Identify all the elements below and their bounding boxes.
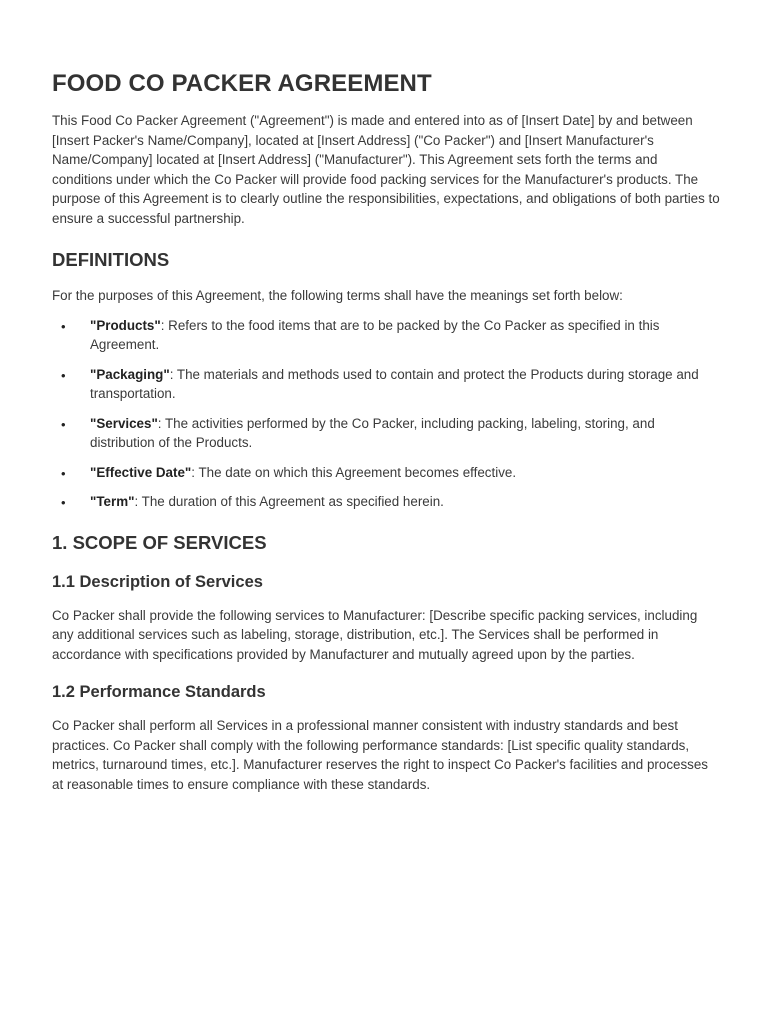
list-item — [52, 414, 720, 453]
definition-text: : The date on which this Agreement becomes effective. — [191, 464, 517, 480]
bullet-icon: • — [61, 416, 66, 432]
document-page — [52, 70, 720, 794]
definitions-lead: For the purposes of this Agreement, the following terms shall have the meanings set forth below: — [52, 288, 623, 303]
definition-term: "Packaging" — [90, 366, 170, 382]
definition-text: : Refers to the food items that are to be packed by the Co Packer as specified in this Agreement. — [90, 317, 660, 352]
bullet-icon: • — [61, 367, 66, 383]
definition-text: : The materials and methods used to contain and protect the Products during storage and transportation. — [90, 366, 699, 401]
performance-paragraph: Co Packer shall perform all Services in a professional manner consistent with industry standards and best practices. Co Packer shall comply with the following performance standards: [List specific quality standards, metrics, turnaround times, etc.]. Manufacturer reserves the right to inspect Co Packer's facilities and processes at reasonable times to ensure compliance with these standards. — [52, 718, 708, 792]
list-item — [52, 316, 720, 355]
definition-text: : The duration of this Agreement as specified herein. — [134, 494, 444, 509]
document-title: FOOD CO PACKER AGREEMENT — [52, 70, 432, 97]
scope-heading: 1. SCOPE OF SERVICES — [52, 531, 267, 553]
list-item — [52, 492, 720, 512]
list-item — [52, 463, 720, 483]
definition-term: "Effective Date" — [90, 464, 192, 480]
description-heading: 1.1 Description of Services — [52, 572, 263, 591]
list-item — [52, 365, 720, 404]
performance-heading: 1.2 Performance Standards — [52, 683, 266, 701]
bullet-icon: • — [61, 318, 66, 334]
definition-term: "Services" — [90, 415, 158, 431]
definition-term: "Products" — [90, 317, 161, 333]
definitions-heading: DEFINITIONS — [52, 249, 170, 270]
definition-text: : The activities performed by the Co Packer, including packing, labeling, storing, and distribution of the Products. — [90, 415, 655, 450]
bullet-icon: • — [61, 495, 66, 510]
bullet-icon: • — [61, 465, 66, 481]
intro-paragraph: This Food Co Packer Agreement ("Agreement") is made and entered into as of [Insert Date] by and between [Insert Packer's Name/Company], located at [Insert Address] ("Co Packer") and [Insert Manufacturer's Name/Company] located at [Insert Address] ("Manufacturer"). This Agreement sets forth the terms and conditions under which the Co Packer will provide food packing services for the Manufacturer's products. The purpose of this Agreement is to clearly outline the responsibilities, expectations, and obligations of both parties to ensure a successful partnership. — [52, 113, 720, 226]
definitions-list — [52, 316, 720, 512]
definition-term: "Term" — [90, 494, 135, 509]
description-paragraph: Co Packer shall provide the following services to Manufacturer: [Describe specific packing services, including any additional services such as labeling, storage, distribution, etc.]. The Services shall be performed in accordance with specifications provided by Manufacturer and mutually agreed upon by the parties. — [52, 607, 698, 662]
